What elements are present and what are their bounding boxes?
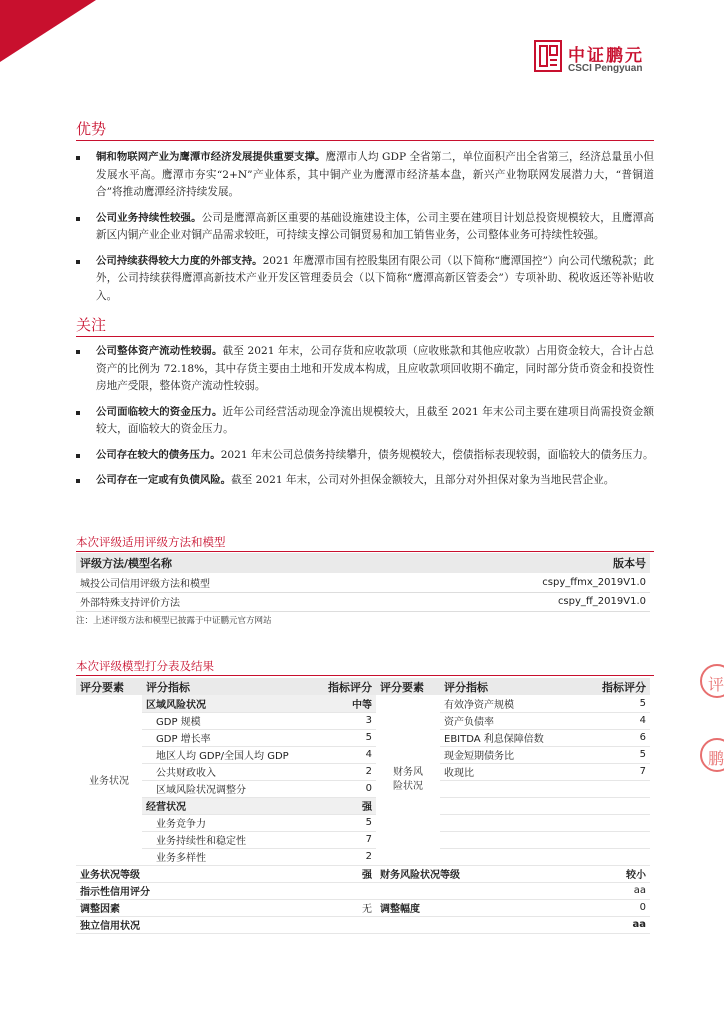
right-score: 5 bbox=[582, 746, 650, 763]
right-indicator: 收现比 bbox=[440, 763, 582, 780]
summary-row bbox=[76, 899, 650, 916]
method-version: cspy_ffmx_2019V1.0 bbox=[393, 573, 650, 592]
right-factor-cell bbox=[376, 695, 440, 865]
seal-stamp-icon: 鹏 bbox=[700, 738, 724, 772]
table-row bbox=[76, 763, 650, 780]
right-score-empty bbox=[582, 848, 650, 865]
strengths-list bbox=[76, 149, 654, 313]
left-indicator: 业务持续性和稳定性 bbox=[142, 831, 312, 848]
left-indicator: 业务竞争力 bbox=[142, 814, 312, 831]
strength-item: 公司持续获得较大力度的外部支持。2021 年鹰潭市国有控股集团有限公司（以下简称“鹰潭国控”）向公司代缴税款；此外，公司持续获得鹰潭高新技术产业开发区管理委员会（以下简称“鹰潭高新区管委会”）专项补助、税收返还等补贴收入。 bbox=[76, 253, 654, 306]
right-indicator: 有效净资产规模 bbox=[440, 695, 582, 712]
right-indicator: 现金短期债务比 bbox=[440, 746, 582, 763]
right-score: 7 bbox=[582, 763, 650, 780]
right-score-empty bbox=[582, 797, 650, 814]
left-indicator: 公共财政收入 bbox=[142, 763, 312, 780]
table-row bbox=[76, 814, 650, 831]
scorecard-header-row bbox=[76, 678, 650, 695]
left-indicator: GDP 规模 bbox=[142, 712, 312, 729]
indicative-score-value: aa bbox=[582, 882, 650, 899]
method-name: 城投公司信用评级方法和模型 bbox=[76, 573, 393, 592]
table-row bbox=[76, 729, 650, 746]
table-row bbox=[76, 831, 650, 848]
left-score: 中等 bbox=[312, 695, 376, 712]
table-row bbox=[76, 573, 650, 592]
right-factor-label: 财务风险状况 bbox=[393, 766, 423, 792]
methods-header-name: 评级方法/模型名称 bbox=[76, 553, 393, 573]
bullet-icon bbox=[76, 260, 80, 264]
right-indicator: EBITDA 利息保障倍数 bbox=[440, 729, 582, 746]
left-score: 强 bbox=[312, 797, 376, 814]
right-score-empty bbox=[582, 831, 650, 848]
methods-table bbox=[76, 553, 650, 612]
bullet-icon bbox=[76, 411, 80, 415]
methods-title: 本次评级适用评级方法和模型 bbox=[76, 535, 226, 549]
left-score: 2 bbox=[312, 848, 376, 865]
table-row bbox=[76, 746, 650, 763]
table-row bbox=[76, 712, 650, 729]
right-score: 5 bbox=[582, 695, 650, 712]
methods-header-row bbox=[76, 553, 650, 573]
table-row bbox=[76, 797, 650, 814]
right-indicator: 资产负债率 bbox=[440, 712, 582, 729]
header-score: 指标评分 bbox=[582, 678, 650, 695]
concern-item: 公司存在较大的债务压力。2021 年末公司总债务持续攀升，债务规模较大，偿债指标表现较弱，面临较大的债务压力。 bbox=[76, 447, 654, 465]
right-indicator-empty bbox=[440, 814, 582, 831]
business-level-value: 强 bbox=[312, 865, 376, 882]
header-factor: 评分要素 bbox=[376, 678, 440, 695]
left-indicator: GDP 增长率 bbox=[142, 729, 312, 746]
table-row bbox=[76, 780, 650, 797]
left-indicator: 地区人均 GDP/全国人均 GDP bbox=[142, 746, 312, 763]
methods-note: 注：上述评级方法和模型已披露于中证鹏元官方网站 bbox=[76, 616, 272, 626]
corner-accent bbox=[0, 0, 96, 62]
methods-header-version: 版本号 bbox=[393, 553, 650, 573]
standalone-value: aa bbox=[582, 916, 650, 933]
left-indicator: 区域风险状况 bbox=[142, 695, 312, 712]
left-score: 4 bbox=[312, 746, 376, 763]
adjust-factor-value: 无 bbox=[312, 899, 376, 916]
business-level-label: 业务状况等级 bbox=[76, 865, 312, 882]
left-score: 2 bbox=[312, 763, 376, 780]
left-score: 5 bbox=[312, 729, 376, 746]
header-score: 指标评分 bbox=[312, 678, 376, 695]
strength-item: 公司业务持续性较强。公司是鹰潭高新区重要的基础设施建设主体，公司主要在建项目计划总投资规模较大，且鹰潭高新区内铜产业企业对铜产品需求较旺，可持续支撑公司铜贸易和加工销售业务，公司整体业务可持续性较强。 bbox=[76, 210, 654, 245]
left-score: 7 bbox=[312, 831, 376, 848]
left-factor-cell: 业务状况 bbox=[76, 695, 142, 865]
concern-item: 公司面临较大的资金压力。近年公司经营活动现金净流出规模较大，且截至 2021 年末公司主要在建项目尚需投资金额较大，面临较大的资金压力。 bbox=[76, 404, 654, 439]
brand-name-cn: 中证鹏元 bbox=[568, 46, 644, 66]
strength-item: 铜和物联网产业为鹰潭市经济发展提供重要支撑。鹰潭市人均 GDP 全省第二，单位面积产出全省第三，经济总量虽小但发展水平高。鹰潭市夯实“2+N”产业体系，其中铜产业为鹰潭市经济基本盘，新兴产业物联网发展潜力大，“普铜道合”将推动鹰潭经济持续发展。 bbox=[76, 149, 654, 202]
right-indicator-empty bbox=[440, 848, 582, 865]
scorecard-title: 本次评级模型打分表及结果 bbox=[76, 659, 214, 673]
strengths-title: 优势 bbox=[76, 120, 107, 138]
right-score: 6 bbox=[582, 729, 650, 746]
indicative-score-label: 指示性信用评分 bbox=[76, 882, 582, 899]
left-score: 0 bbox=[312, 780, 376, 797]
right-indicator-empty bbox=[440, 780, 582, 797]
brand-name-en: CSCI Pengyuan bbox=[568, 63, 643, 74]
bullet-icon bbox=[76, 479, 80, 483]
method-name: 外部特殊支持评价方法 bbox=[76, 592, 393, 611]
methods-rule bbox=[76, 551, 654, 552]
strengths-rule bbox=[76, 140, 654, 141]
header-factor: 评分要素 bbox=[76, 678, 142, 695]
left-score: 5 bbox=[312, 814, 376, 831]
right-score-empty bbox=[582, 780, 650, 797]
seal-stamp-icon: 评 bbox=[700, 664, 724, 698]
left-score: 3 bbox=[312, 712, 376, 729]
concerns-title: 关注 bbox=[76, 316, 107, 334]
left-indicator: 业务多样性 bbox=[142, 848, 312, 865]
financial-level-label: 财务风险状况等级 bbox=[376, 865, 582, 882]
table-row bbox=[76, 592, 650, 611]
concerns-rule bbox=[76, 336, 654, 337]
method-version: cspy_ff_2019V1.0 bbox=[393, 592, 650, 611]
summary-row bbox=[76, 916, 650, 933]
concerns-list bbox=[76, 343, 654, 498]
right-score: 4 bbox=[582, 712, 650, 729]
summary-row bbox=[76, 865, 650, 882]
adjust-range-value: 0 bbox=[582, 899, 650, 916]
standalone-label: 独立信用状况 bbox=[76, 916, 582, 933]
left-indicator: 区域风险状况调整分 bbox=[142, 780, 312, 797]
scorecard-rule bbox=[76, 675, 654, 676]
adjust-factor-label: 调整因素 bbox=[76, 899, 312, 916]
logo-mark-icon bbox=[534, 40, 562, 72]
concern-item: 公司存在一定或有负债风险。截至 2021 年末，公司对外担保金额较大，且部分对外担保对象为当地民营企业。 bbox=[76, 472, 654, 490]
bullet-icon bbox=[76, 350, 80, 354]
summary-row bbox=[76, 882, 650, 899]
brand-logo bbox=[528, 38, 698, 78]
bullet-icon bbox=[76, 217, 80, 221]
right-indicator-empty bbox=[440, 831, 582, 848]
concern-item: 公司整体资产流动性较弱。截至 2021 年末，公司存货和应收款项（应收账款和其他应收款）占用资金较大，合计占总资产的比例为 72.18%，其中存货主要由土地和开发成本构成，且应收款项回收期不确定，同时部分货币资金和投资性房地产受限，整体资产流动性较弱。 bbox=[76, 343, 654, 396]
bullet-icon bbox=[76, 454, 80, 458]
right-indicator-empty bbox=[440, 797, 582, 814]
right-score-empty bbox=[582, 814, 650, 831]
financial-level-value: 较小 bbox=[582, 865, 650, 882]
scorecard-table bbox=[76, 678, 650, 934]
header-indicator: 评分指标 bbox=[440, 678, 582, 695]
header-indicator: 评分指标 bbox=[142, 678, 312, 695]
adjust-range-label: 调整幅度 bbox=[376, 899, 582, 916]
table-row bbox=[76, 695, 650, 712]
table-row bbox=[76, 848, 650, 865]
left-indicator: 经营状况 bbox=[142, 797, 312, 814]
bullet-icon bbox=[76, 156, 80, 160]
